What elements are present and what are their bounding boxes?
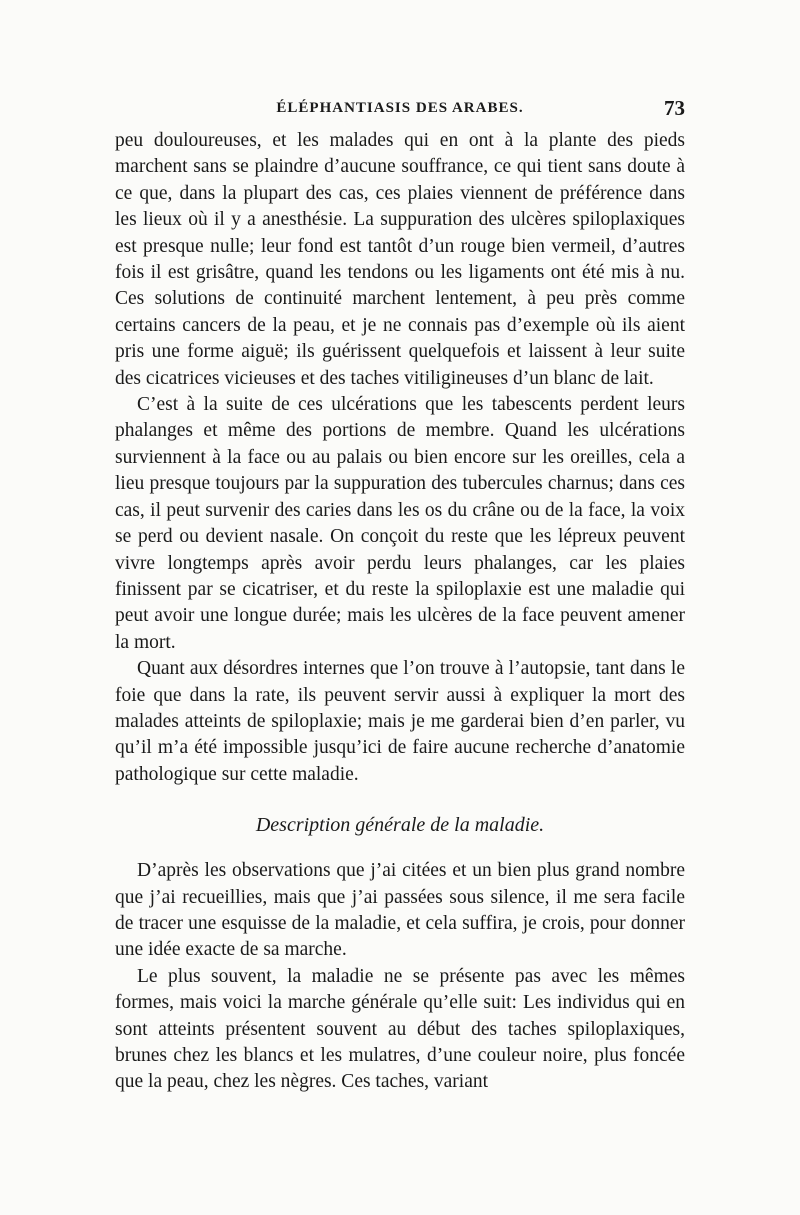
paragraph: D’après les observations que j’ai citées et un bien plus grand nombre que j’ai recueillies, mais que j’ai passées sous silence, il me sera facile de tracer une esquisse de la maladie, et cela suffira, je crois, pour donner une idée exacte de sa marche.	[115, 860, 685, 961]
paragraph: Quant aux désordres internes que l’on trouve à l’autopsie, tant dans le foie que dans la rate, ils peuvent servir aussi à expliquer la mort des malades atteints de spiloplaxie; mais je me garderai bien d’en parler, vu qu’il m’a été impossible jusqu’ici de faire aucune recherche d’anatomie pathologique sur cette maladie.	[115, 658, 685, 785]
running-title: ÉLÉPHANTIASIS DES ARABES.	[276, 100, 524, 116]
paragraph: Le plus souvent, la maladie ne se présente pas avec les mêmes formes, mais voici la marche générale qu’elle suit: Les individus qui en sont atteints présentent souvent au début des taches spiloplaxiques, brunes chez les blancs et les mulatres, d’une couleur noire, plus foncée que la peau, chez les nègres. Ces taches, variant	[115, 965, 685, 1093]
running-head	[115, 96, 685, 124]
section-heading: Description générale de la maladie.	[255, 814, 545, 837]
body-text	[115, 128, 685, 1096]
page-number: 73	[664, 96, 685, 120]
paragraph: C’est à la suite de ces ulcérations que les tabescents perdent leurs phalanges et même des portions de membre. Quand les ulcérations surviennent à la face ou au palais ou bien encore sur les oreilles, cela a lieu presque toujours par la suppuration des tubercules charnus; dans ces cas, il peut survenir des caries dans les os du crâne ou de la face, la voix se perd ou devient nasale. On conçoit du reste que les lépreux peuvent vivre longtemps après avoir perdu leurs phalanges, car les plaies finissent par se cicatriser, et du reste la spiloplaxie est une maladie qui peut avoir une longue durée; mais les ulcères de la face peuvent amener la mort.	[115, 394, 685, 653]
paragraph: peu douloureuses, et les malades qui en ont à la plante des pieds marchent sans se plaindre d’aucune souffrance, ce qui tient sans doute à ce que, dans la plupart des cas, ces plaies viennent de préférence dans les lieux où il y a anesthésie. La suppuration des ulcères spiloplaxiques est presque nulle; leur fond est tantôt d’un rouge bien vermeil, d’autres fois il est grisâtre, quand les tendons ou les ligaments ont été mis à nu. Ces solutions de continuité marchent lentement, à peu près comme certains cancers de la peau, et je ne connais pas d’exemple où ils aient pris une forme aiguë; ils guérissent quelquefois et laissent à leur suite des cicatrices vicieuses et des taches vitiligineuses d’un blanc de lait.	[115, 130, 685, 389]
